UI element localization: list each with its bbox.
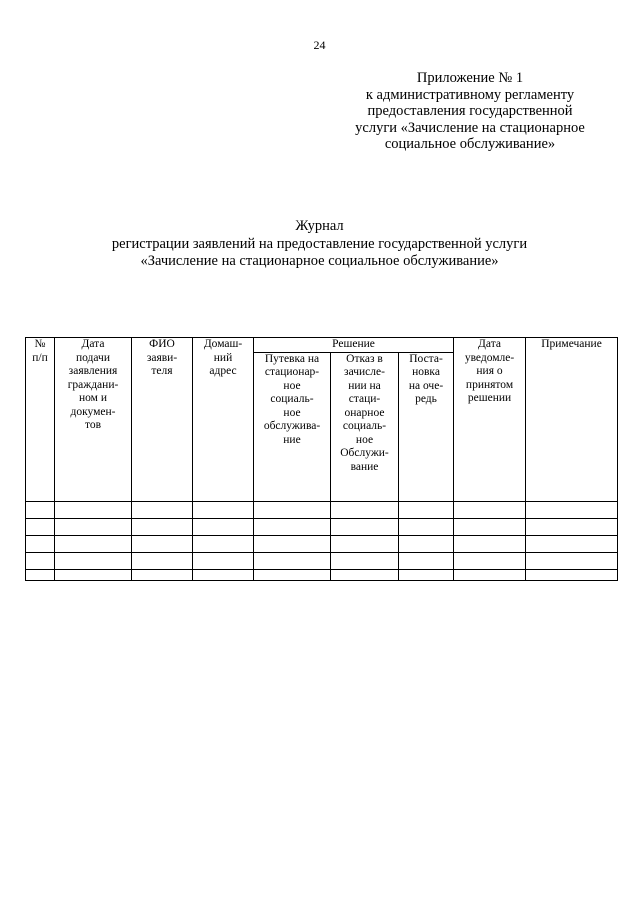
table-cell: [399, 552, 454, 569]
appendix-header: [330, 70, 610, 153]
table-cell: [55, 552, 132, 569]
appendix-line: предоставления государственной: [367, 103, 573, 119]
col-header-decision-refusal: Отказ в зачисле- нии на стаци- онарное социаль- ное Обслужи- вание: [331, 352, 399, 501]
table-cell: [26, 569, 55, 580]
table-cell: [55, 518, 132, 535]
table-row: [26, 569, 618, 580]
table-row: [26, 501, 618, 518]
table-cell: [399, 501, 454, 518]
table-cell: [55, 569, 132, 580]
table-cell: [193, 501, 254, 518]
table-cell: [526, 552, 618, 569]
journal-title: Журнал: [295, 218, 344, 234]
appendix-line: услуги «Зачисление на стационарное: [355, 119, 585, 136]
col-header-decision: Решение: [254, 338, 454, 353]
table-cell: [132, 552, 193, 569]
registration-table: [25, 337, 618, 581]
table-cell: [26, 518, 55, 535]
table-cell: [254, 569, 331, 580]
table-cell: [399, 569, 454, 580]
table-cell: [132, 518, 193, 535]
table-cell: [526, 535, 618, 552]
table-cell: [132, 501, 193, 518]
table-cell: [331, 535, 399, 552]
table-cell: [454, 501, 526, 518]
table-cell: [454, 535, 526, 552]
table-cell: [454, 569, 526, 580]
table-cell: [254, 518, 331, 535]
table-cell: [454, 518, 526, 535]
col-header-notification-date: Дата уведомле- ния о принятом решении: [454, 338, 526, 502]
journal-title-block: [0, 218, 639, 271]
col-header-decision-voucher: Путевка на стационар- ное социаль- ное обслужива- ние: [254, 352, 331, 501]
table-cell: [193, 535, 254, 552]
table-cell: [331, 569, 399, 580]
table-cell: [26, 535, 55, 552]
col-header-number: № п/п: [26, 338, 55, 502]
table-cell: [526, 501, 618, 518]
table-cell: [254, 535, 331, 552]
col-header-note: Примечание: [526, 338, 618, 502]
journal-subtitle: «Зачисление на стационарное социальное обслуживание»: [140, 253, 499, 269]
table-cell: [193, 518, 254, 535]
appendix-line: к административному регламенту: [365, 86, 575, 103]
page-number: 24: [313, 38, 326, 52]
appendix-line: Приложение № 1: [416, 70, 524, 86]
table-cell: [26, 552, 55, 569]
table-row: [26, 535, 618, 552]
col-header-home-address: Домаш- ний адрес: [193, 338, 254, 502]
table-cell: [399, 518, 454, 535]
table-row: [26, 518, 618, 535]
table-cell: [254, 501, 331, 518]
table-cell: [254, 552, 331, 569]
table-header-row: [26, 338, 618, 353]
table-cell: [193, 569, 254, 580]
table-cell: [454, 552, 526, 569]
col-header-applicant-name: ФИО заяви- теля: [132, 338, 193, 502]
col-header-date-submitted: Дата подачи заявления граждани- ном и докумен- тов: [55, 338, 132, 502]
table-cell: [331, 552, 399, 569]
table-cell: [526, 569, 618, 580]
table-cell: [132, 535, 193, 552]
table-cell: [399, 535, 454, 552]
table-cell: [26, 501, 55, 518]
table-cell: [331, 518, 399, 535]
table-cell: [55, 535, 132, 552]
table-cell: [526, 518, 618, 535]
journal-subtitle: регистрации заявлений на предоставление государственной услуги: [111, 235, 528, 252]
table-row: [26, 552, 618, 569]
col-header-decision-queue: Поста- новка на оче- редь: [399, 352, 454, 501]
table-cell: [331, 501, 399, 518]
table-cell: [193, 552, 254, 569]
table-cell: [55, 501, 132, 518]
table-cell: [132, 569, 193, 580]
appendix-line: социальное обслуживание»: [384, 136, 556, 152]
